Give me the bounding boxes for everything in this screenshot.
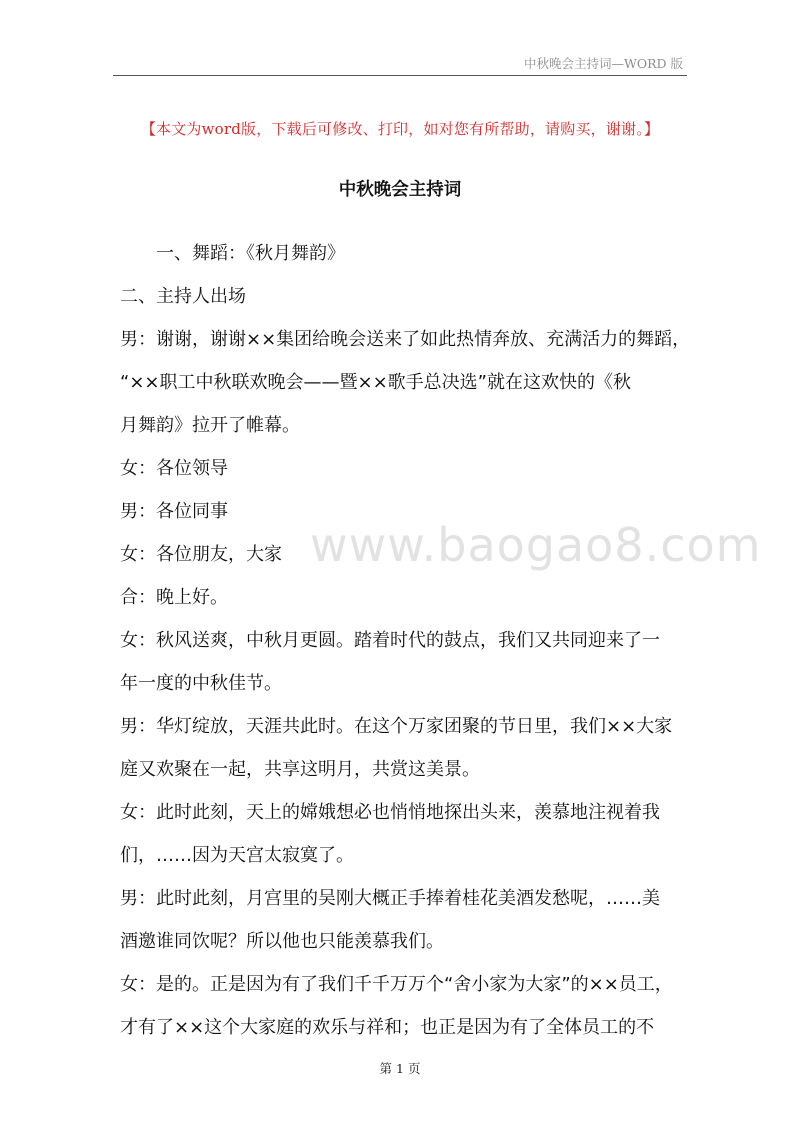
body-line: 们，……因为天宫太寂寞了。 [120, 845, 354, 866]
watermark-text: www.baogao8.com [310, 518, 762, 572]
body-line: 才有了××这个大家庭的欢乐与祥和；也正是因为有了全体员工的不 [120, 1017, 655, 1038]
document-body [120, 232, 691, 1049]
body-line: 女：此时此刻，天上的嫦娥想必也悄悄地探出头来，羡慕地注视着我 [120, 802, 660, 823]
body-line: 男：谢谢，谢谢××集团给晚会送来了如此热情奔放、充满活力的舞蹈， [120, 329, 691, 350]
body-line: 女：秋风送爽，中秋月更圆。踏着时代的鼓点，我们又共同迎来了一 [120, 630, 660, 651]
header-divider [113, 75, 687, 76]
body-line: 一、舞蹈：《秋月舞韵》 [156, 243, 345, 264]
body-line: 月舞韵》拉开了帷幕。 [120, 415, 300, 436]
body-line: 女：各位领导 [120, 458, 228, 479]
body-line: 年一度的中秋佳节。 [120, 673, 282, 694]
body-line: 合：晚上好。 [120, 587, 228, 608]
body-line: 庭又欢聚在一起，共享这明月，共赏这美景。 [120, 759, 480, 780]
body-line: 女：是的。正是因为有了我们千千万万个“舍小家为大家”的××员工， [120, 974, 673, 995]
body-line: 男：各位同事 [120, 501, 228, 522]
document-title: 中秋晚会主持词 [338, 180, 462, 200]
body-line: “××职工中秋联欢晚会——暨××歌手总决选”就在这欢快的《秋 [120, 372, 631, 393]
body-line: 女：各位朋友，大家 [120, 544, 282, 565]
body-line: 二、主持人出场 [120, 286, 246, 307]
purchase-notice: 【本文为word版，下载后可修改、打印，如对您有所帮助，请购买，谢谢。】 [140, 120, 660, 138]
body-line: 男：华灯绽放，天涯共此时。在这个万家团聚的节日里，我们××大家 [120, 716, 673, 737]
running-header: 中秋晚会主持词—WORD 版 [523, 56, 683, 71]
body-line: 男：此时此刻，月宫里的吴刚大概正手捧着桂花美酒发愁呢，……美 [120, 888, 660, 909]
body-line: 酒邀谁同饮呢？所以他也只能羡慕我们。 [120, 931, 444, 952]
page-number: 第 1 页 [379, 1061, 421, 1076]
